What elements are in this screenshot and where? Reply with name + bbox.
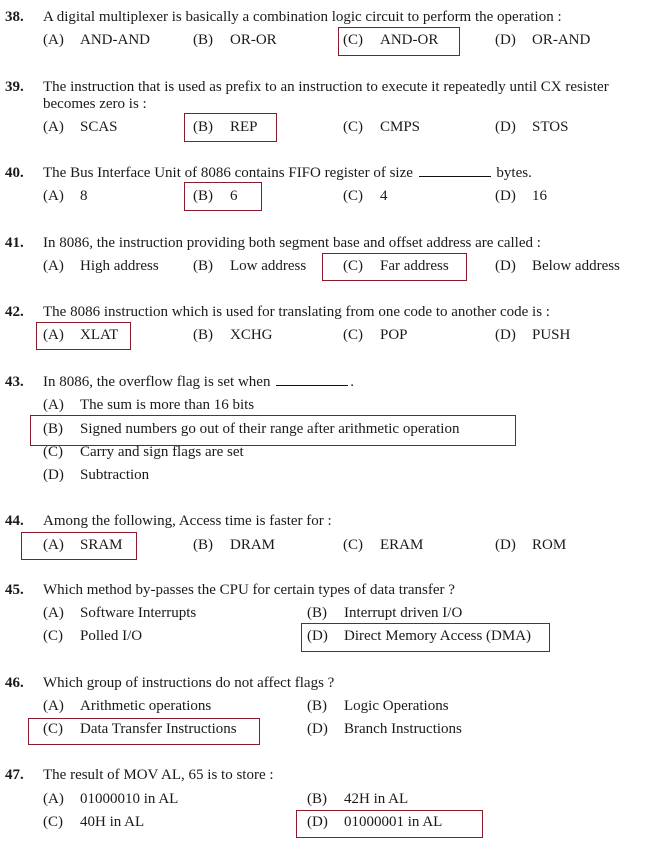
question-text: In 8086, the instruction providing both segment base and offset address are called : bbox=[43, 235, 541, 251]
option-label: (C) bbox=[43, 721, 63, 737]
question-text: Which method by-passes the CPU for certain types of data transfer ? bbox=[43, 582, 455, 598]
question-text bbox=[43, 164, 532, 182]
option-text: Data Transfer Instructions bbox=[80, 721, 237, 737]
option-text: XLAT bbox=[80, 327, 119, 343]
option-text: Software Interrupts bbox=[80, 605, 197, 621]
answer-blank bbox=[419, 164, 491, 177]
option-label: (A) bbox=[43, 119, 64, 135]
option-label: (A) bbox=[43, 791, 64, 807]
option-label: (D) bbox=[495, 119, 516, 135]
option-label: (B) bbox=[193, 537, 213, 553]
answer-blank bbox=[276, 373, 348, 386]
option-label: (B) bbox=[193, 188, 213, 204]
option-text: AND-OR bbox=[380, 32, 439, 48]
option-label: (C) bbox=[43, 444, 63, 460]
option-text: ERAM bbox=[380, 537, 424, 553]
option-label: (C) bbox=[343, 537, 363, 553]
option-text: 01000010 in AL bbox=[80, 791, 179, 807]
option-label: (B) bbox=[193, 327, 213, 343]
option-text: CMPS bbox=[380, 119, 421, 135]
question-text: The instruction that is used as prefix to an instruction to execute it repeatedly until CX resister bbox=[43, 79, 609, 95]
option-text: The sum is more than 16 bits bbox=[80, 397, 255, 413]
question-number: 40. bbox=[5, 165, 24, 181]
option-label: (D) bbox=[495, 258, 516, 274]
option-label: (D) bbox=[495, 327, 516, 343]
question-text: A digital multiplexer is basically a combination logic circuit to perform the operation : bbox=[43, 9, 562, 25]
option-label: (C) bbox=[43, 628, 63, 644]
question-text bbox=[43, 373, 354, 391]
option-text: Interrupt driven I/O bbox=[344, 605, 463, 621]
option-label: (C) bbox=[343, 32, 363, 48]
option-label: (C) bbox=[343, 119, 363, 135]
question-number: 47. bbox=[5, 767, 24, 783]
option-label: (A) bbox=[43, 698, 64, 714]
question-text: becomes zero is : bbox=[43, 96, 147, 112]
option-text: 42H in AL bbox=[344, 791, 409, 807]
option-text: Polled I/O bbox=[80, 628, 143, 644]
option-label: (D) bbox=[495, 32, 516, 48]
option-label: (A) bbox=[43, 188, 64, 204]
option-text: Branch Instructions bbox=[344, 721, 462, 737]
option-text: Far address bbox=[380, 258, 449, 274]
question-text: Which group of instructions do not affect flags ? bbox=[43, 675, 335, 691]
option-label: (A) bbox=[43, 32, 64, 48]
option-text: 16 bbox=[532, 188, 547, 204]
answer-highlight-box bbox=[21, 532, 137, 560]
option-text: Low address bbox=[230, 258, 307, 274]
answer-highlight-box bbox=[338, 27, 460, 56]
option-text: XCHG bbox=[230, 327, 273, 343]
option-label: (D) bbox=[307, 721, 328, 737]
question-text: The 8086 instruction which is used for translating from one code to another code is : bbox=[43, 304, 550, 320]
option-text: Arithmetic operations bbox=[80, 698, 212, 714]
answer-highlight-box bbox=[28, 718, 260, 745]
option-text: 8 bbox=[80, 188, 88, 204]
option-label: (A) bbox=[43, 605, 64, 621]
option-label: (D) bbox=[495, 188, 516, 204]
option-text: Logic Operations bbox=[344, 698, 449, 714]
question-number: 38. bbox=[5, 9, 24, 25]
option-text: REP bbox=[230, 119, 258, 135]
option-label: (C) bbox=[343, 327, 363, 343]
option-text: SCAS bbox=[80, 119, 118, 135]
option-text: OR-AND bbox=[532, 32, 591, 48]
option-label: (B) bbox=[43, 421, 63, 437]
option-text: STOS bbox=[532, 119, 569, 135]
question-number: 42. bbox=[5, 304, 24, 320]
option-label: (A) bbox=[43, 258, 64, 274]
option-label: (D) bbox=[307, 628, 328, 644]
question-text-part: The Bus Interface Unit of 8086 contains FIFO register of size bbox=[43, 165, 413, 181]
answer-highlight-box bbox=[36, 322, 131, 350]
question-number: 41. bbox=[5, 235, 24, 251]
answer-highlight-box bbox=[30, 415, 516, 446]
option-text: 40H in AL bbox=[80, 814, 145, 830]
option-label: (C) bbox=[43, 814, 63, 830]
question-number: 46. bbox=[5, 675, 24, 691]
question-text-part: In 8086, the overflow flag is set when bbox=[43, 374, 271, 390]
option-text: POP bbox=[380, 327, 408, 343]
option-text: Below address bbox=[532, 258, 620, 274]
option-text: PUSH bbox=[532, 327, 571, 343]
option-label: (A) bbox=[43, 397, 64, 413]
option-text: DRAM bbox=[230, 537, 276, 553]
option-text: AND-AND bbox=[80, 32, 150, 48]
option-text: Direct Memory Access (DMA) bbox=[344, 628, 532, 644]
question-text: Among the following, Access time is faster for : bbox=[43, 513, 332, 529]
option-label: (B) bbox=[307, 605, 327, 621]
option-label: (D) bbox=[43, 467, 64, 483]
option-text: 6 bbox=[230, 188, 238, 204]
question-number: 39. bbox=[5, 79, 24, 95]
option-text: 4 bbox=[380, 188, 388, 204]
question-text-part: . bbox=[350, 374, 354, 390]
question-number: 45. bbox=[5, 582, 24, 598]
answer-highlight-box bbox=[296, 810, 483, 838]
option-text: Carry and sign flags are set bbox=[80, 444, 244, 460]
option-label: (D) bbox=[307, 814, 328, 830]
option-text: 01000001 in AL bbox=[344, 814, 443, 830]
option-text: Signed numbers go out of their range after arithmetic operation bbox=[80, 421, 460, 437]
question-number: 44. bbox=[5, 513, 24, 529]
option-label: (B) bbox=[193, 258, 213, 274]
answer-highlight-box bbox=[184, 113, 277, 142]
option-label: (B) bbox=[193, 119, 213, 135]
option-label: (D) bbox=[495, 537, 516, 553]
answer-highlight-box bbox=[301, 623, 550, 652]
option-label: (A) bbox=[43, 327, 64, 343]
answer-highlight-box bbox=[184, 182, 262, 211]
option-text: SRAM bbox=[80, 537, 123, 553]
option-label: (C) bbox=[343, 258, 363, 274]
option-label: (A) bbox=[43, 537, 64, 553]
option-label: (B) bbox=[307, 791, 327, 807]
question-text: The result of MOV AL, 65 is to store : bbox=[43, 767, 274, 783]
option-text: High address bbox=[80, 258, 159, 274]
option-text: OR-OR bbox=[230, 32, 277, 48]
option-text: Subtraction bbox=[80, 467, 150, 483]
answer-highlight-box bbox=[322, 253, 467, 281]
option-text: ROM bbox=[532, 537, 567, 553]
question-text-part: bytes. bbox=[496, 165, 532, 181]
option-label: (B) bbox=[193, 32, 213, 48]
option-label: (B) bbox=[307, 698, 327, 714]
option-label: (C) bbox=[343, 188, 363, 204]
question-number: 43. bbox=[5, 374, 24, 390]
